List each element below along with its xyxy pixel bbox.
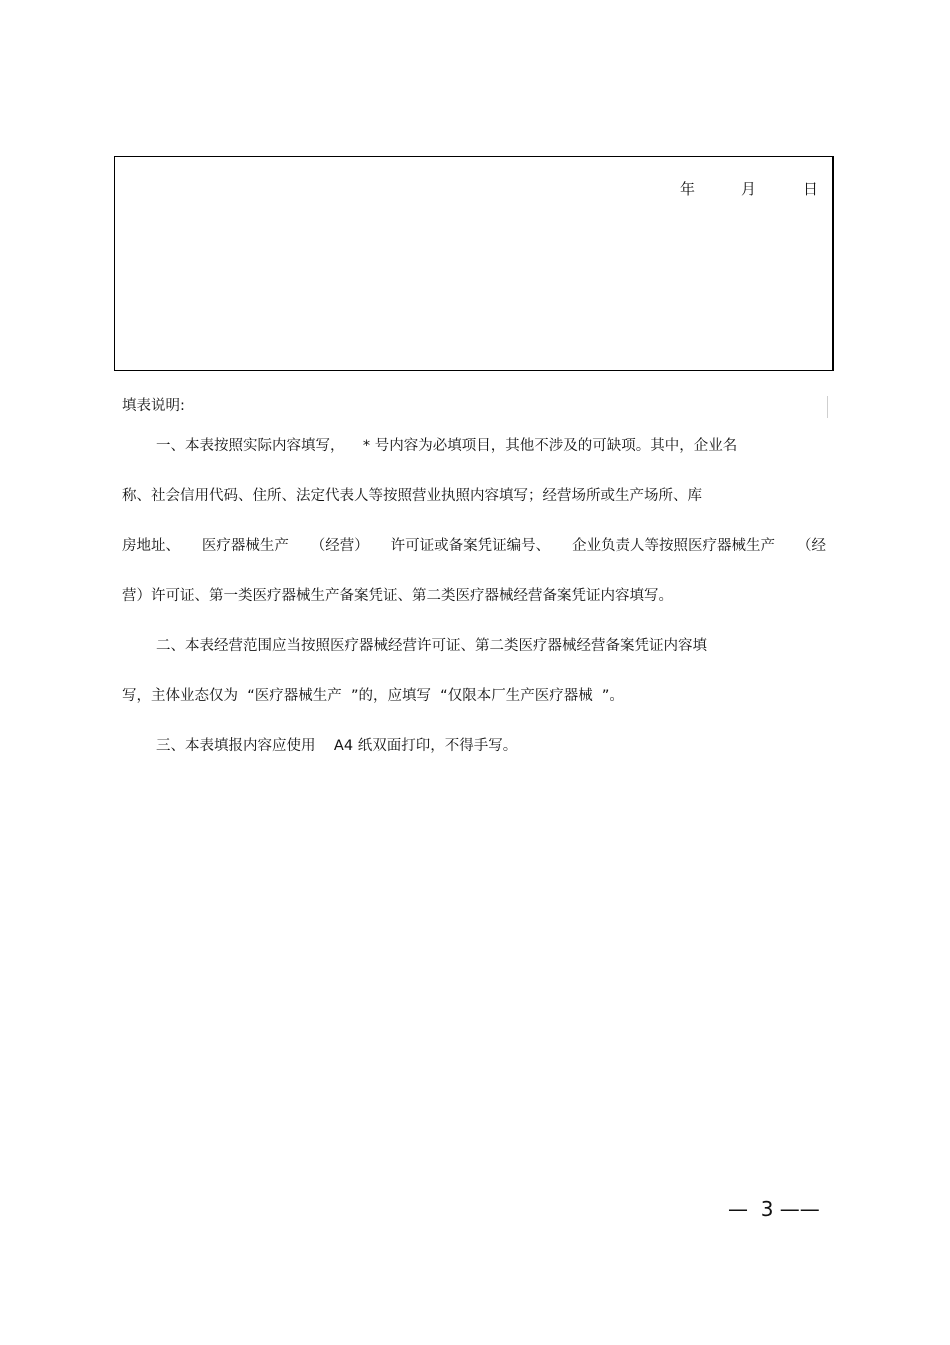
- note-1-line-3-part: 企业负责人等按照医疗器械生产: [572, 538, 776, 554]
- note-2-line-1: 二、本表经营范围应当按照医疗器械经营许可证、第二类医疗器械经营备案凭证内容填: [156, 638, 707, 654]
- note-1-line-3-part: 房地址、: [122, 538, 180, 554]
- date-year-label: 年: [680, 180, 696, 198]
- date-day-label: 日: [803, 180, 819, 198]
- note-2-line-2: 写，主体业态仅为 “医疗器械生产 ”的，应填写 “仅限本厂生产医疗器械 ”。: [122, 688, 624, 704]
- note-3-line-1: 三、本表填报内容应使用 A4 纸双面打印，不得手写。: [156, 738, 518, 754]
- page-number: — 3 ——: [728, 1197, 820, 1221]
- note-1-line-2: 称、社会信用代码、住所、法定代表人等按照营业执照内容填写；经营场所或生产场所、库: [122, 488, 702, 504]
- date-month-label: 月: [741, 180, 757, 198]
- note-1-line-4: 营）许可证、第一类医疗器械生产备案凭证、第二类医疗器械经营备案凭证内容填写。: [122, 588, 673, 604]
- note-1-line-3-part: 许可证或备案凭证编号、: [390, 538, 551, 554]
- note-1-line-3: [122, 536, 826, 556]
- divider: [827, 396, 828, 418]
- note-1-line-3-part: （经营）: [310, 538, 369, 554]
- note-1-line-1: 一、本表按照实际内容填写， * 号内容为必填项目，其他不涉及的可缺项。其中，企业名: [156, 438, 738, 454]
- notes-title: 填表说明:: [122, 398, 185, 414]
- date-signature-box: [114, 156, 834, 371]
- note-1-line-3-part: （经: [796, 538, 826, 554]
- note-1-line-3-part: 医疗器械生产: [201, 538, 289, 554]
